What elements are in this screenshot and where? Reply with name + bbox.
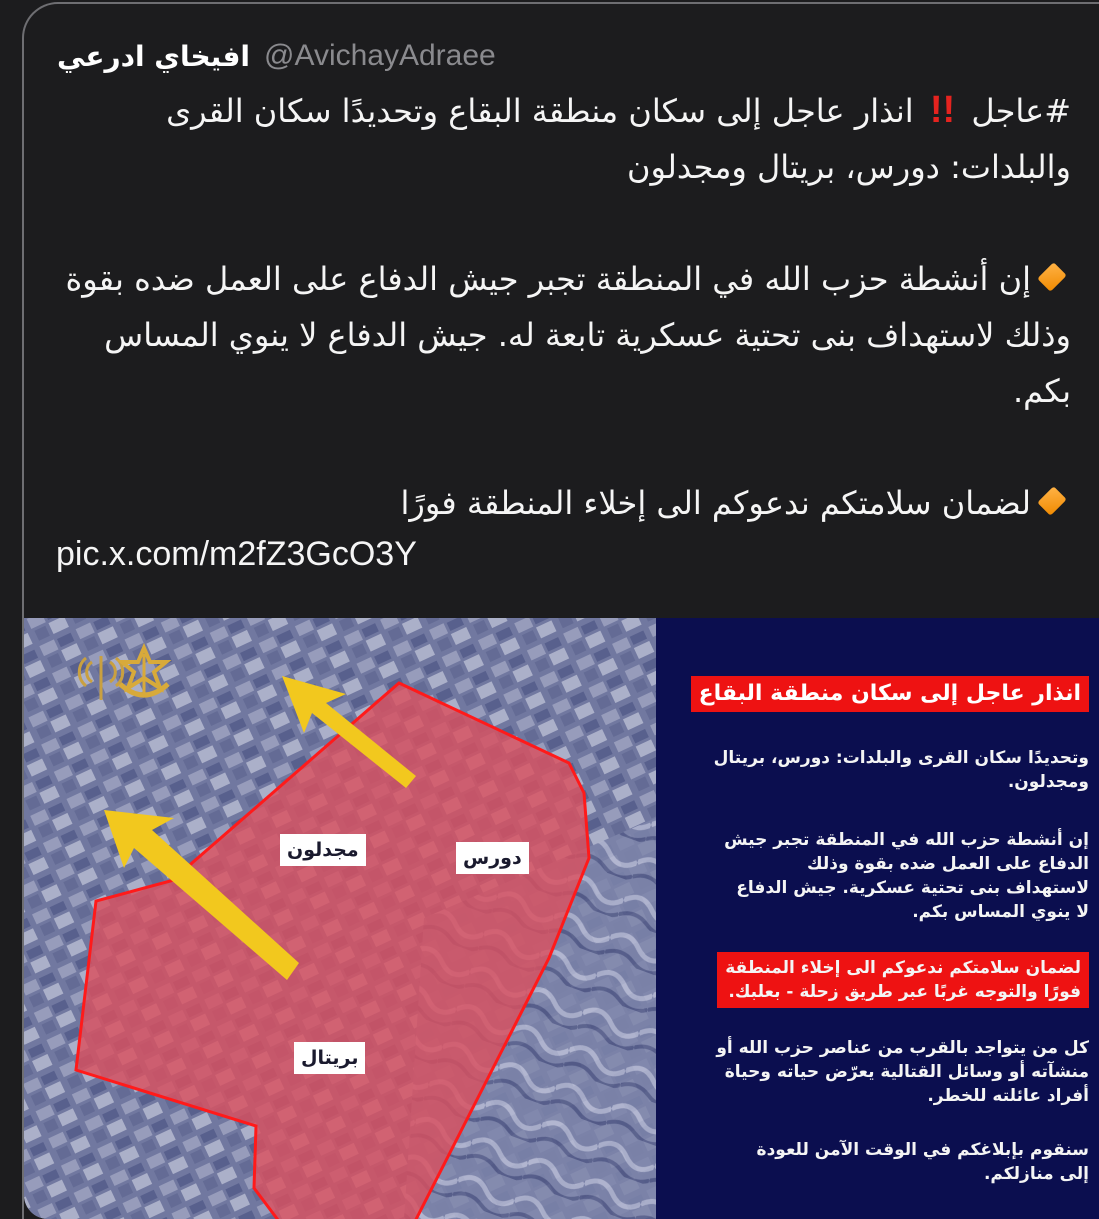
media-link[interactable]: pic.x.com/m2fZ3GcO3Y bbox=[56, 535, 417, 573]
text-line: لاستهداف بنى تحتية عسكرية. جيش الدفاع bbox=[736, 878, 1089, 898]
tweet-paragraph-3 bbox=[56, 475, 1071, 531]
warning-title: انذار عاجل إلى سكان منطقة البقاع bbox=[691, 676, 1089, 712]
double-exclamation-icon: !! bbox=[929, 89, 956, 131]
author-display-name[interactable]: افيخاي ادرعي bbox=[57, 39, 251, 73]
map-graphic bbox=[24, 618, 656, 1219]
map-label-majdaloun: مجدلون bbox=[280, 834, 366, 866]
tweet-text bbox=[56, 82, 1071, 531]
warning-block-evacuate bbox=[717, 952, 1089, 1008]
tweet-paragraph-2 bbox=[56, 251, 1071, 419]
tweet-paragraph-3-text: لضمان سلامتكم ندعوكم الى إخلاء المنطقة فورًا bbox=[400, 484, 1031, 522]
warning-block-return bbox=[757, 1138, 1089, 1186]
text-line: ومجدلون. bbox=[1007, 772, 1089, 792]
warning-text-panel bbox=[656, 618, 1099, 1219]
tweet-media-image[interactable] bbox=[24, 618, 1099, 1219]
tweet-line-1: انذار عاجل إلى سكان منطقة البقاع وتحديدًا سكان القرى bbox=[166, 92, 914, 130]
text-line: كل من يتواجد بالقرب من عناصر حزب الله أو bbox=[716, 1038, 1089, 1058]
tweet-line-2: والبلدات: دورس، بريتال ومجدلون bbox=[627, 148, 1071, 186]
text-line: لا ينوي المساس بكم. bbox=[912, 902, 1089, 922]
tweet-paragraph-2-text: إن أنشطة حزب الله في المنطقة تجبر جيش الدفاع على العمل ضده بقوة وذلك لاستهداف بنى تحتية عسكرية تابعة له. جيش الدفاع لا ينوي المساس بكم. bbox=[65, 260, 1071, 410]
text-line: وتحديدًا سكان القرى والبلدات: دورس، بريتال bbox=[713, 748, 1089, 768]
text-line: منشآته أو وسائل القتالية يعرّض حياته وحياة bbox=[724, 1062, 1089, 1082]
map-label-douris: دورس bbox=[456, 842, 529, 874]
tweet-header bbox=[57, 34, 496, 78]
text-line: أفراد عائلته للخطر. bbox=[927, 1086, 1089, 1106]
warning-block-reason bbox=[724, 828, 1089, 924]
map-label-britel: بريتال bbox=[294, 1042, 365, 1074]
hashtag-link[interactable]: #عاجل bbox=[971, 92, 1071, 130]
text-line: فورًا والتوجه غربًا عبر طريق زحلة - بعلبك. bbox=[728, 982, 1081, 1002]
tweet-paragraph-1 bbox=[56, 82, 1071, 195]
orange-diamond-icon bbox=[1037, 486, 1067, 516]
text-line: إن أنشطة حزب الله في المنطقة تجبر جيش bbox=[724, 830, 1089, 850]
author-handle[interactable]: @AvichayAdraee bbox=[264, 39, 496, 72]
evacuation-map bbox=[24, 618, 656, 1219]
text-line: لضمان سلامتكم ندعوكم الى إخلاء المنطقة bbox=[725, 958, 1081, 978]
warning-block-danger bbox=[716, 1036, 1089, 1108]
text-line: الدفاع على العمل ضده بقوة وذلك bbox=[807, 854, 1089, 874]
warning-block-villages bbox=[714, 746, 1089, 794]
text-line: سنقوم بإبلاغكم في الوقت الآمن للعودة bbox=[756, 1140, 1089, 1160]
text-line: إلى منازلكم. bbox=[983, 1164, 1089, 1184]
orange-diamond-icon bbox=[1037, 262, 1067, 292]
